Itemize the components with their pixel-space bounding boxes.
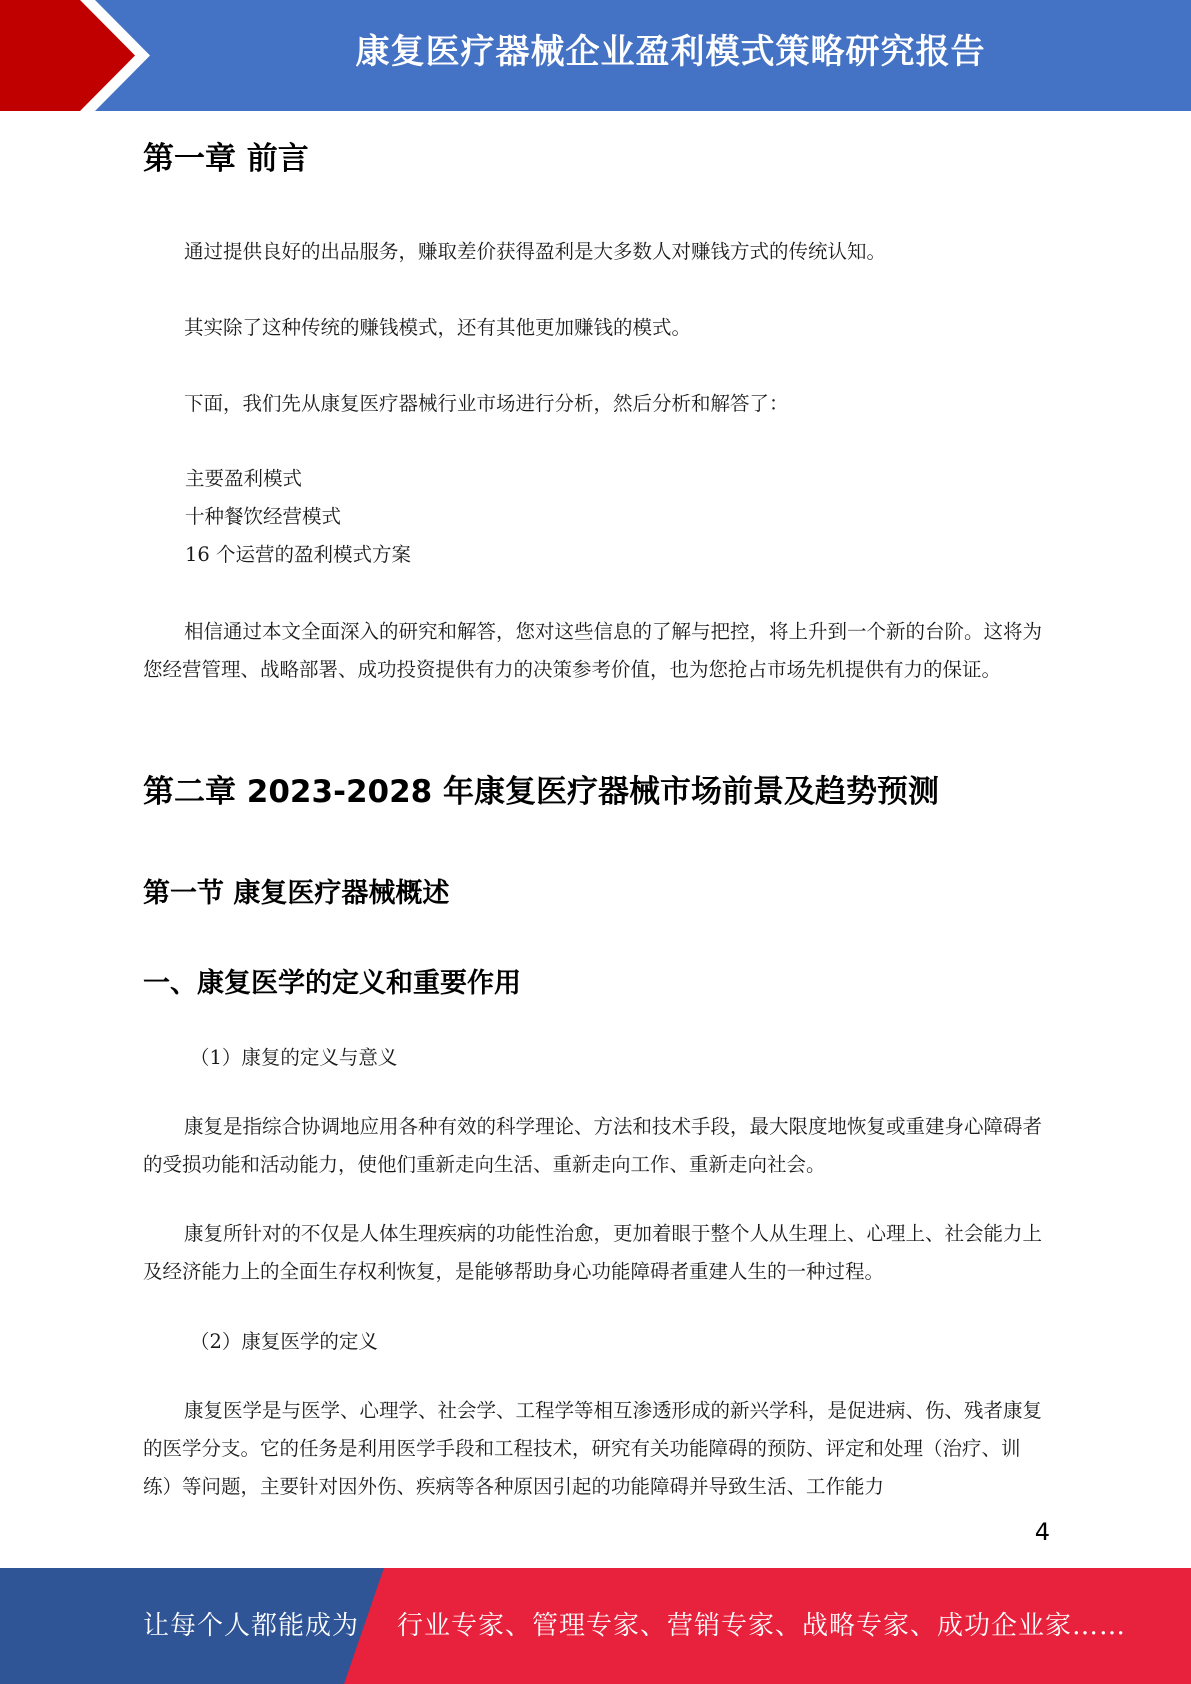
chapter-1-heading: 第一章 前言 — [143, 141, 309, 177]
model-list — [143, 460, 1046, 574]
list-item: 主要盈利模式 — [185, 467, 303, 490]
chapter-1-paragraph-2: 其实除了这种传统的赚钱模式，还有其他更加赚钱的模式。 — [184, 316, 692, 339]
chapter-2-paragraph-2: 康复所针对的不仅是人体生理疾病的功能性治愈，更加着眼于整个人从生理上、心理上、社会能力上及经济能力上的全面生存权利恢复，是能够帮助身心功能障碍者重建人生的一种过程。 — [143, 1222, 1043, 1283]
list-item: 16 个运营的盈利模式方案 — [185, 543, 412, 566]
chapter-2-paragraph-1: 康复是指综合协调地应用各种有效的科学理论、方法和技术手段，最大限度地恢复或重建身心障碍者的受损功能和活动能力，使他们重新走向生活、重新走向工作、重新走向社会。 — [143, 1115, 1043, 1176]
item-1-heading: （1）康复的定义与意义 — [190, 1046, 398, 1069]
footer-slogan-right: 行业专家、管理专家、营销专家、战略专家、成功企业家…… — [397, 1611, 1127, 1641]
section-1-heading: 第一节 康复医疗器械概述 — [143, 878, 450, 909]
subsection-1-heading: 一、康复医学的定义和重要作用 — [143, 968, 521, 999]
chapter-1-paragraph-4: 相信通过本文全面深入的研究和解答，您对这些信息的了解与把控，将上升到一个新的台阶。这将为您经营管理、战略部署、成功投资提供有力的决策参考价值，也为您抢占市场先机提供有力的保证。 — [143, 620, 1043, 681]
chapter-1-paragraph-1: 通过提供良好的出品服务，赚取差价获得盈利是大多数人对赚钱方式的传统认知。 — [184, 240, 887, 263]
header-banner — [0, 0, 1191, 111]
footer-banner — [0, 1568, 1191, 1684]
list-item: 十种餐饮经营模式 — [185, 505, 342, 528]
report-title: 康复医疗器械企业盈利模式策略研究报告 — [355, 32, 986, 72]
chapter-1-paragraph-3: 下面，我们先从康复医疗器械行业市场进行分析，然后分析和解答了： — [184, 392, 789, 415]
item-2-heading: （2）康复医学的定义 — [190, 1330, 378, 1353]
page-number: 4 — [1034, 1518, 1050, 1546]
chapter-2-heading: 第二章 2023-2028 年康复医疗器械市场前景及趋势预测 — [143, 774, 940, 810]
chapter-2-paragraph-3: 康复医学是与医学、心理学、社会学、工程学等相互渗透形成的新兴学科，是促进病、伤、残者康复的医学分支。它的任务是利用医学手段和工程技术，研究有关功能障碍的预防、评定和处理（治疗、训练）等问题，主要针对因外伤、疾病等各种原因引起的功能障碍并导致生活、工作能力 — [143, 1399, 1043, 1498]
footer-slogan-left: 让每个人都能成为 — [143, 1611, 360, 1641]
